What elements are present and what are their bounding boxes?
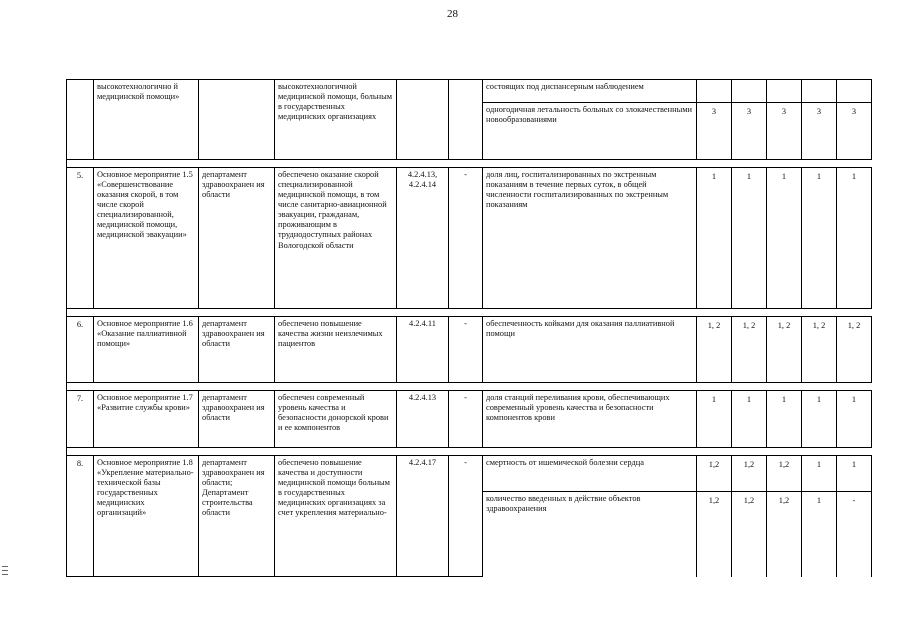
indicator-value-cell: 1,2 <box>767 456 802 492</box>
indicator-value-cell: 1 <box>802 168 837 309</box>
event-cell: Основное мероприятие 1.8 «Укрепление материально-технической базы государственных медицинских организаций» <box>94 456 199 577</box>
indicator-value-cell: 3 <box>837 103 872 160</box>
event-cell: Основное мероприятие 1.6 «Оказание паллиативной помощи» <box>94 317 199 383</box>
code-cell: 4.2.4.11 <box>397 317 449 383</box>
indicator-value-cell: - <box>837 492 872 577</box>
indicator-value-cell <box>767 80 802 103</box>
result-cell: обеспечено оказание скорой специализированной медицинской помощи, в том числе санитарно-авиационной эвакуации, гражданам, проживающим в труднодоступных районах Вологодской области <box>275 168 397 309</box>
indicator-name-cell: смертность от ишемической болезни сердца <box>483 456 697 492</box>
code-cell: 4.2.4.13, 4.2.4.14 <box>397 168 449 309</box>
row-separator <box>67 383 872 391</box>
indicator-value-cell: 1,2 <box>732 492 767 577</box>
row-separator <box>67 309 872 317</box>
indicator-value-cell: 1 <box>767 391 802 448</box>
table-row <box>67 317 872 383</box>
executor-cell: департамент здравоохранен ия области <box>199 391 275 448</box>
table-row <box>67 80 872 103</box>
indicator-name-cell: доля лиц, госпитализированных по экстренным показаниям в течение первых суток, в общей численности госпитализированных по экстренным показаниям <box>483 168 697 309</box>
indicator-value-cell: 1,2 <box>732 456 767 492</box>
indicator-value-cell: 1 <box>767 168 802 309</box>
indicator-value-cell <box>732 80 767 103</box>
event-cell: Основное мероприятие 1.7 «Развитие службы крови» <box>94 391 199 448</box>
result-cell: обеспечено повышение качества и доступности медицинской помощи больным в государственных медицинских организациях за счет укрепления материально- <box>275 456 397 577</box>
indicator-value-cell: 3 <box>732 103 767 160</box>
row-number-cell: 5. <box>67 168 94 309</box>
scan-edge-marks <box>2 566 8 578</box>
indicator-value-cell: 1 <box>697 391 732 448</box>
indicator-value-cell: 1 <box>732 391 767 448</box>
row-number-cell: 7. <box>67 391 94 448</box>
executor-cell <box>199 80 275 160</box>
indicator-value-cell: 1 <box>837 391 872 448</box>
code-cell: 4.2.4.17 <box>397 456 449 577</box>
executor-cell: департамент здравоохранен ия области <box>199 317 275 383</box>
row-separator <box>67 448 872 456</box>
indicator-value-cell: 1,2 <box>697 492 732 577</box>
indicator-value-cell: 1, 2 <box>732 317 767 383</box>
indicator-value-cell: 3 <box>767 103 802 160</box>
row-separator <box>67 160 872 168</box>
indicator-value-cell: 1 <box>802 492 837 577</box>
dash-cell: - <box>449 391 483 448</box>
indicator-value-cell <box>802 80 837 103</box>
indicator-value-cell: 1,2 <box>697 456 732 492</box>
table-row <box>67 391 872 448</box>
indicator-value-cell: 3 <box>802 103 837 160</box>
indicator-name-cell: доля станций переливания крови, обеспечивающих современный уровень качества и безопасности компонентов крови <box>483 391 697 448</box>
indicator-value-cell: 1 <box>837 168 872 309</box>
page-number: 28 <box>447 8 458 20</box>
indicator-value-cell: 1, 2 <box>697 317 732 383</box>
indicator-name-cell: обеспеченность койками для оказания паллиативной помощи <box>483 317 697 383</box>
event-cell: Основное мероприятие 1.5 «Совершенствование оказания скорой, в том числе скорой специализированной, медицинской помощи, медицинской эвакуации» <box>94 168 199 309</box>
event-cell: высокотехнологично й медицинской помощи» <box>94 80 199 160</box>
indicator-value-cell: 3 <box>697 103 732 160</box>
row-number-cell: 8. <box>67 456 94 577</box>
measures-table <box>66 79 872 577</box>
table-row <box>67 168 872 309</box>
indicator-value-cell: 1 <box>802 456 837 492</box>
indicator-value-cell: 1 <box>837 456 872 492</box>
indicator-value-cell: 1 <box>802 391 837 448</box>
indicator-value-cell <box>697 80 732 103</box>
dash-cell: - <box>449 317 483 383</box>
indicator-value-cell <box>837 80 872 103</box>
executor-cell: департамент здравоохранен ия области; Департамент строительства области <box>199 456 275 577</box>
code-cell: 4.2.4.13 <box>397 391 449 448</box>
result-cell: высокотехнологичной медицинской помощи, больным в государственных медицинских организациях <box>275 80 397 160</box>
table-row <box>67 456 872 492</box>
code-cell <box>397 80 449 160</box>
result-cell: обеспечено повышение качества жизни неизлечимых пациентов <box>275 317 397 383</box>
dash-cell: - <box>449 456 483 577</box>
row-number-cell <box>67 80 94 160</box>
indicator-value-cell: 1, 2 <box>837 317 872 383</box>
dash-cell: - <box>449 168 483 309</box>
indicator-name-cell: состоящих под диспансерным наблюдением <box>483 80 697 103</box>
result-cell: обеспечен современный уровень качества и безопасности донорской крови и ее компонентов <box>275 391 397 448</box>
indicator-value-cell: 1,2 <box>767 492 802 577</box>
executor-cell: департамент здравоохранен ия области <box>199 168 275 309</box>
indicator-value-cell: 1, 2 <box>767 317 802 383</box>
indicator-name-cell: одногодичная летальность больных со злокачественными новообразованиями <box>483 103 697 160</box>
dash-cell <box>449 80 483 160</box>
row-number-cell: 6. <box>67 317 94 383</box>
indicator-value-cell: 1, 2 <box>802 317 837 383</box>
indicator-name-cell: количество введенных в действие объектов здравоохранения <box>483 492 697 577</box>
indicator-value-cell: 1 <box>732 168 767 309</box>
indicator-value-cell: 1 <box>697 168 732 309</box>
